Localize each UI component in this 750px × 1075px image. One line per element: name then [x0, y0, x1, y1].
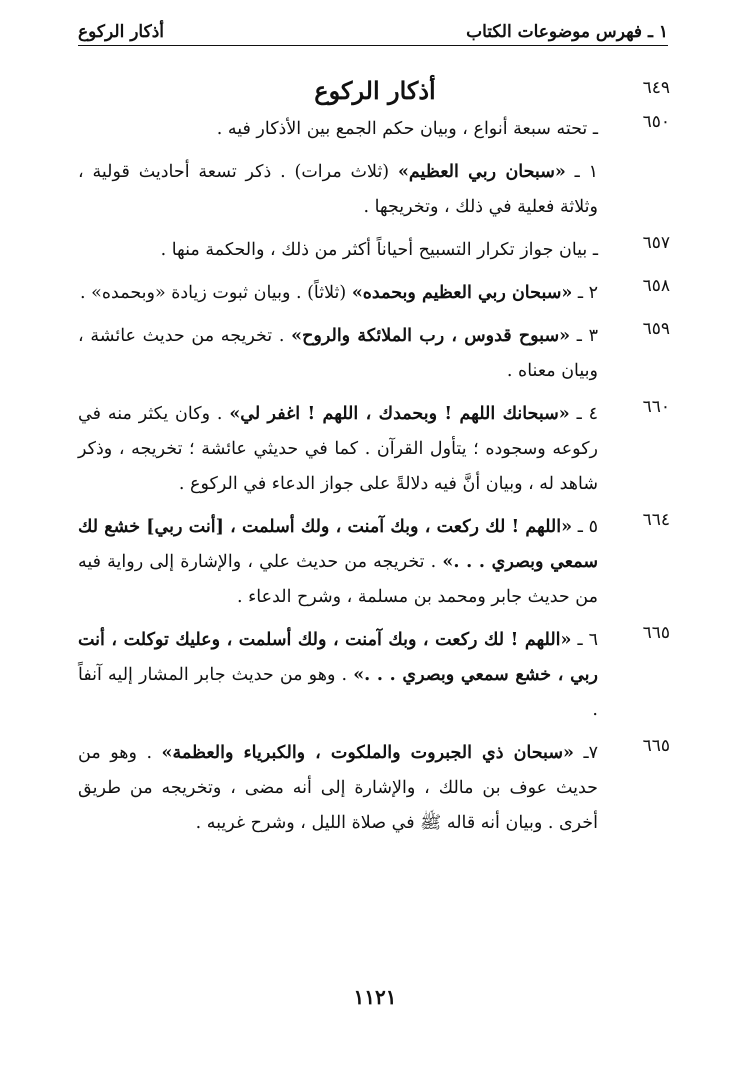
entry-description: . وهو من حديث جابر المشار إليه آنفاً .: [78, 665, 598, 720]
index-entry: [78, 112, 670, 147]
entry-description: ٦ ـ: [571, 630, 598, 650]
entry-page-number: ٦٥٧: [642, 233, 670, 253]
entry-description: . وكان يكثر منه في ركوعه وسجوده ؛ يتأول القرآن . كما في حديثي عائشة ؛ تخريجه ، وذكر شاهد له ، وبيان أنَّ فيه دلالةً على جواز الدعاء في الركوع .: [78, 404, 598, 494]
entry-text: [78, 623, 598, 728]
entry-page-number: ٦٥٩: [642, 319, 670, 339]
entry-text: [78, 155, 598, 225]
entry-description: ٧ـ: [573, 743, 599, 763]
entry-text: [78, 233, 598, 268]
entry-text: [78, 510, 598, 615]
entry-description: ١ ـ: [565, 162, 598, 182]
entry-description: ـ تحته سبعة أنواع ، وبيان حكم الجمع بين الأذكار فيه .: [216, 119, 598, 139]
entry-page-number: ٦٥٨: [642, 276, 670, 296]
entry-description: ٥ ـ: [572, 517, 598, 537]
entry-dhikr-quote: «سبوح قدوس ، رب الملائكة والروح»: [291, 326, 571, 346]
entry-text: [78, 397, 598, 502]
section-title: أذكار الركوع: [314, 76, 436, 105]
entry-page-number: ٦٦٥: [642, 736, 670, 756]
running-head: [78, 14, 668, 46]
entry-page-number: ٦٤٩: [642, 78, 670, 98]
entry-page-number: ٦٦٥: [642, 623, 670, 643]
entry-description: ٤ ـ: [569, 404, 598, 424]
entry-page-number: ٦٦٠: [642, 397, 670, 417]
entry-text: [78, 276, 598, 311]
entry-dhikr-quote: «سبحانك اللهم ! وبحمدك ، اللهم ! اغفر لي»: [229, 404, 570, 424]
index-entry: [78, 319, 670, 389]
entry-page-number: ٦٥٠: [642, 112, 670, 132]
entry-text: [78, 736, 598, 841]
running-head-section: ١ ـ فهرس موضوعات الكتاب: [466, 22, 668, 42]
index-entry: [78, 276, 670, 311]
index-entry: [78, 623, 670, 728]
entry-dhikr-quote: «سبحان ذي الجبروت والملكوت ، والكبرياء والعظمة»: [161, 743, 574, 763]
entry-dhikr-quote: «اللهم ! لك ركعت ، وبك آمنت ، ولك أسلمت ، [أنت ربي] خشع لك سمعي وبصري . . .»: [78, 517, 598, 572]
index-entry: [78, 233, 670, 268]
entry-description: ـ بيان جواز تكرار التسبيح أحياناً أكثر من ذلك ، والحكمة منها .: [160, 240, 598, 260]
entry-description: . تخريجه من حديث عائشة ، وبيان معناه .: [78, 326, 598, 381]
index-entry: [78, 510, 670, 615]
entry-text: [78, 112, 598, 147]
entry-description: (ثلاثاً) . وبيان ثبوت زيادة «وبحمده» .: [80, 283, 352, 303]
entry-text: [78, 319, 598, 389]
entry-description: . تخريجه من حديث علي ، والإشارة إلى رواية فيه من حديث جابر ومحمد بن مسلمة ، وشرح الدعاء .: [78, 552, 598, 607]
entry-dhikr-quote: «اللهم ! لك ركعت ، وبك آمنت ، ولك أسلمت ، وعليك توكلت ، أنت ربي ، خشع سمعي وبصري . . .»: [78, 630, 598, 685]
entry-description: . وهو من حديث عوف بن مالك ، والإشارة إلى أنه مضى ، وتخريجه من طريق أخرى . وبيان أنه قاله ﷺ في صلاة الليل ، وشرح غريبه .: [78, 743, 598, 833]
index-entry: [78, 736, 670, 841]
page-number: ١١٢١: [353, 985, 397, 1009]
running-head-chapter: أذكار الركوع: [78, 22, 164, 42]
index-entry: [78, 155, 670, 225]
entry-dhikr-quote: «سبحان ربي العظيم وبحمده»: [351, 283, 573, 303]
entry-page-number: ٦٦٤: [642, 510, 670, 530]
entry-description: ٢ ـ: [572, 283, 598, 303]
entry-description: (ثلاث مرات) . ذكر تسعة أحاديث قولية ، وثلاثة فعلية في ذلك ، وتخريجها .: [78, 162, 598, 217]
entry-dhikr-quote: «سبحان ربي العظيم»: [397, 162, 566, 182]
entry-description: ٣ ـ: [570, 326, 598, 346]
index-entry: [78, 397, 670, 502]
